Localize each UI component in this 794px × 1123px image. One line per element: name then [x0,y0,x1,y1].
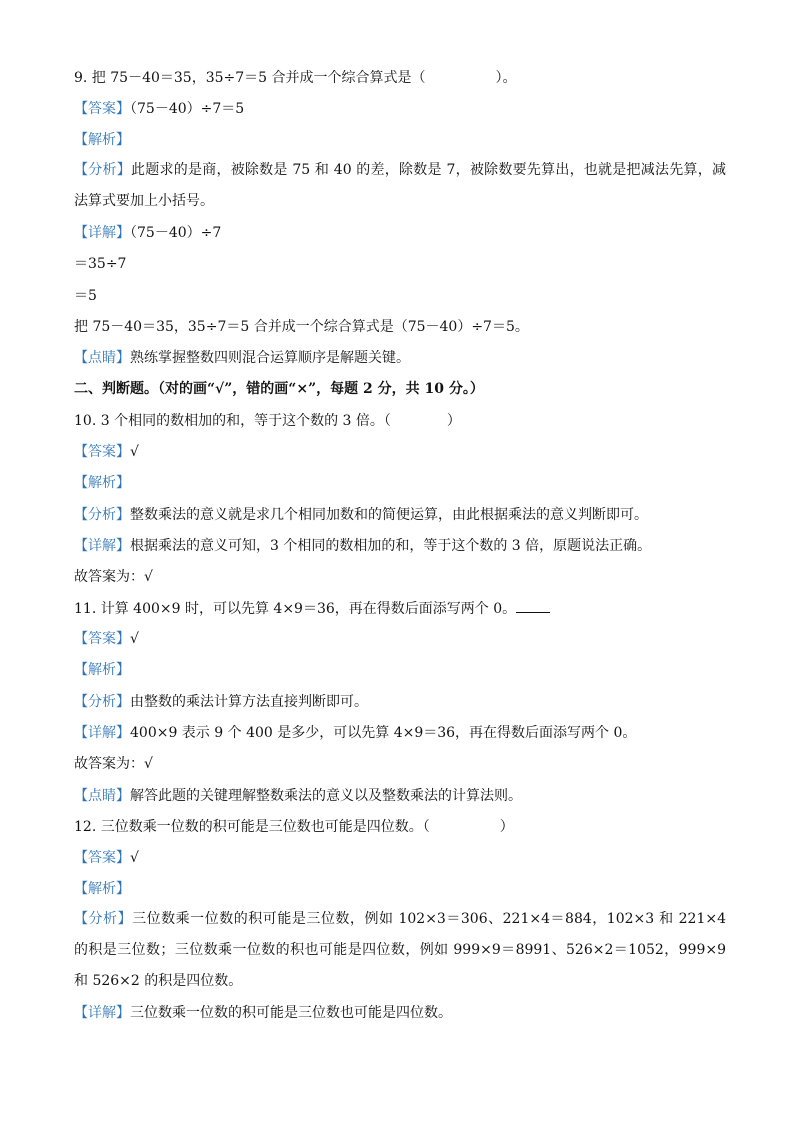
q9-fenxi [74,155,726,217]
tip-tag: 【点睛】 [74,788,130,804]
answer-text: √ [130,444,139,460]
q11-analysis [74,660,130,680]
conclusion-text: 故答案为：√ [74,756,153,772]
answer-tag: 【答案】 [74,101,130,117]
fenxi-text: 三位数乘一位数的积可能是三位数，例如 102×3＝306、221×4＝884，102×3 和 221×4 的积是三位数；三位数乘一位数的积也可能是四位数，例如 999×9＝8991、526×2＝1052，999×9 和 526×2 的积是四位数。 [74,911,726,989]
analysis-tag: 【解析】 [74,132,130,148]
detail-text: （75－40）÷7 [130,225,222,241]
q9-detail [74,223,221,243]
fenxi-tag: 【分析】 [74,911,133,927]
q9-question [74,68,517,88]
fenxi-tag: 【分析】 [74,507,130,523]
detail-step-text: ＝5 [74,288,97,304]
q11-conclusion [74,754,153,774]
q10-conclusion [74,567,153,587]
q11-answer [74,629,139,649]
answer-text: （75－40）÷7＝5 [130,101,245,117]
detail-tag: 【详解】 [74,1005,130,1021]
q10-fenxi [74,505,648,525]
q12-question [74,817,514,837]
q9-answer [74,99,244,119]
analysis-tag: 【解析】 [74,475,130,491]
q12-question-text: 12. 三位数乘一位数的积可能是三位数也可能是四位数。（ ） [74,819,514,835]
detail-tag: 【详解】 [74,538,130,554]
q9-detail-step2 [74,254,126,274]
q9-analysis [74,130,130,150]
answer-tag: 【答案】 [74,850,130,866]
fenxi-text: 整数乘法的意义就是求几个相同加数和的简便运算，由此根据乘法的意义判断即可。 [130,507,648,523]
q10-detail [74,536,651,556]
detail-text: 400×9 表示 9 个 400 是多少，可以先算 4×9＝36，再在得数后面添写两个 0。 [130,725,637,741]
analysis-tag: 【解析】 [74,662,130,678]
q9-detail-summary [74,317,529,337]
detail-text: 三位数乘一位数的积可能是三位数也可能是四位数。 [130,1005,452,1021]
answer-text: √ [130,631,139,647]
q9-tip [74,348,410,368]
detail-text: 根据乘法的意义可知，3 个相同的数相加的和，等于这个数的 3 倍，原题说法正确。 [130,538,652,554]
tip-tag: 【点睛】 [74,350,130,366]
q11-question [74,598,550,619]
q10-question-text: 10. 3 个相同的数相加的和，等于这个数的 3 倍。（ ） [74,413,461,429]
answer-blank[interactable] [516,598,550,613]
q12-answer [74,848,139,868]
q9-detail-step3 [74,286,97,306]
q11-question-text: 11. 计算 400×9 时，可以先算 4×9＝36，再在得数后面添写两个 0。 [74,601,517,617]
q9-question-text: 9. 把 75－40＝35，35÷7＝5 合并成一个综合算式是（ ）。 [74,70,517,86]
conclusion-text: 故答案为：√ [74,569,153,585]
q12-fenxi [74,904,726,997]
answer-tag: 【答案】 [74,444,130,460]
detail-summary-text: 把 75－40＝35，35÷7＝5 合并成一个综合算式是（75－40）÷7＝5。 [74,319,529,335]
detail-step-text: ＝35÷7 [74,256,127,272]
tip-text: 解答此题的关键理解整数乘法的意义以及整数乘法的计算法则。 [130,788,522,804]
q11-fenxi [74,692,368,712]
q11-detail [74,723,636,743]
q12-detail [74,1003,452,1023]
q10-answer [74,442,139,462]
fenxi-text: 此题求的是商，被除数是 75 和 40 的差，除数是 7，被除数要先算出，也就是把减法先算，减法算式要加上小括号。 [74,162,726,209]
answer-tag: 【答案】 [74,631,130,647]
section-heading [74,379,484,399]
tip-text: 熟练掌握整数四则混合运算顺序是解题关键。 [130,350,410,366]
fenxi-text: 由整数的乘法计算方法直接判断即可。 [130,694,368,710]
q10-analysis [74,473,130,493]
analysis-tag: 【解析】 [74,881,130,897]
answer-text: √ [130,850,139,866]
fenxi-tag: 【分析】 [74,694,130,710]
section-heading-text: 二、判断题。（对的画“√”，错的画“×”，每题 2 分，共 10 分。） [74,381,484,397]
q10-question [74,411,461,431]
detail-tag: 【详解】 [74,225,130,241]
detail-tag: 【详解】 [74,725,130,741]
fenxi-tag: 【分析】 [74,162,131,178]
q12-analysis [74,879,130,899]
q11-tip [74,786,522,806]
